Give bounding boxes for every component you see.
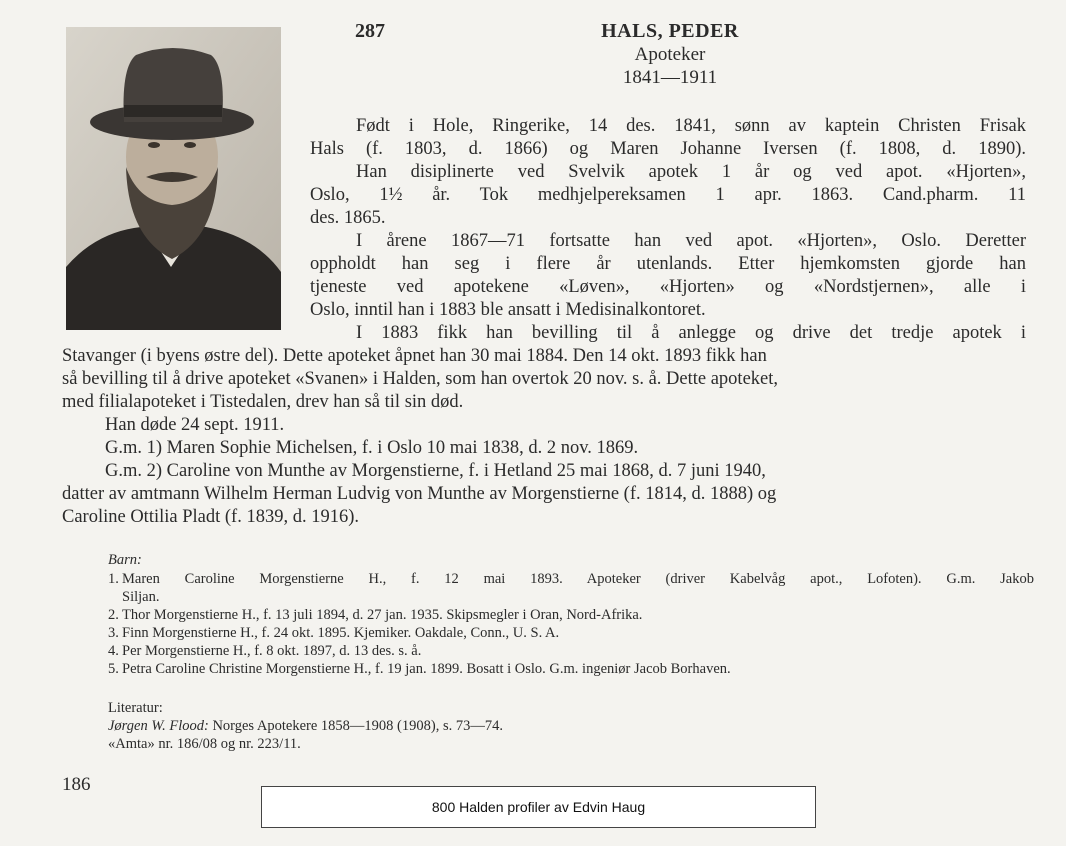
caption-box bbox=[261, 786, 816, 828]
list-item bbox=[108, 624, 1034, 642]
bio-line: Caroline Ottilia Pladt (f. 1839, d. 1916). bbox=[62, 507, 359, 527]
bio-line: I årene 1867—71 fortsatte han ved apot. «Hjorten», Oslo. Deretter bbox=[356, 231, 1026, 251]
bio-line: Stavanger (i byens østre del). Dette apoteket åpnet han 30 mai 1884. Den 14 okt. 1893 fikk han bbox=[62, 346, 767, 366]
portrait-photo bbox=[66, 27, 281, 330]
bio-line: I 1883 fikk han bevilling til å anlegge og drive det tredje apotek i bbox=[356, 323, 1026, 343]
item-number: 1. bbox=[108, 571, 119, 587]
caption-text: 800 Halden profiler av Edvin Haug bbox=[431, 799, 646, 815]
item-number: 4. bbox=[108, 643, 119, 659]
bio-line: Hals (f. 1803, d. 1866) og Maren Johanne Iversen (f. 1808, d. 1890). bbox=[310, 139, 1026, 159]
list-item bbox=[108, 642, 1034, 660]
person-name: HALS, PEDER bbox=[601, 20, 739, 42]
person-title: Apoteker bbox=[634, 44, 706, 65]
bio-line: tjeneste ved apotekene «Løven», «Hjorten» og «Nordstjernen», alle i bbox=[310, 277, 1026, 297]
literatur-work: Norges Apotekere 1858—1908 (1908), s. 73—74. bbox=[208, 718, 503, 734]
bio-line: G.m. 2) Caroline von Munthe av Morgenstierne, f. i Hetland 25 mai 1868, d. 7 juni 1940, bbox=[105, 461, 766, 481]
barn-list bbox=[108, 570, 1034, 678]
bio-line: Født i Hole, Ringerike, 14 des. 1841, sønn av kaptein Christen Frisak bbox=[356, 116, 1026, 136]
item-number: 2. bbox=[108, 607, 119, 623]
literatur-amta: «Amta» nr. 186/08 og nr. 223/11. bbox=[108, 736, 301, 752]
literatur-author: Jørgen W. Flood: bbox=[108, 718, 209, 734]
item-text: Siljan. bbox=[122, 589, 160, 605]
bio-line: Han disiplinerte ved Svelvik apotek 1 år og ved apot. «Hjorten», bbox=[356, 162, 1026, 182]
item-number: 5. bbox=[108, 661, 119, 677]
list-item bbox=[108, 660, 1034, 678]
page-number: 186 bbox=[62, 774, 91, 795]
item-text: Maren Caroline Morgenstierne H., f. 12 mai 1893. Apoteker (driver Kabelvåg apot., Lofoten). G.m. Jakob bbox=[122, 571, 1034, 587]
item-text: Petra Caroline Christine Morgenstierne H., f. 19 jan. 1899. Bosatt i Oslo. G.m. ingeniør Jacob Borhaven. bbox=[122, 661, 731, 677]
item-text: Per Morgenstierne H., f. 8 okt. 1897, d. 13 des. s. å. bbox=[122, 643, 422, 659]
person-years: 1841—1911 bbox=[622, 67, 718, 88]
list-item bbox=[108, 606, 1034, 624]
literatur-entry bbox=[108, 717, 503, 735]
entry-number: 287 bbox=[355, 20, 385, 42]
item-text: Finn Morgenstierne H., f. 24 okt. 1895. Kjemiker. Oakdale, Conn., U. S. A. bbox=[122, 625, 560, 641]
bio-line: G.m. 1) Maren Sophie Michelsen, f. i Oslo 10 mai 1838, d. 2 nov. 1869. bbox=[105, 438, 639, 458]
literatur-heading: Literatur: bbox=[108, 700, 163, 716]
item-number: 3. bbox=[108, 625, 119, 641]
barn-heading: Barn: bbox=[108, 552, 142, 568]
bio-line: så bevilling til å drive apoteket «Svanen» i Halden, som han overtok 20 nov. s. å. Dette apoteket, bbox=[62, 369, 779, 389]
bio-line: Oslo, inntil han i 1883 ble ansatt i Medisinalkontoret. bbox=[310, 300, 706, 320]
item-text: Thor Morgenstierne H., f. 13 juli 1894, d. 27 jan. 1935. Skipsmegler i Oran, Nord-Afrika. bbox=[122, 607, 643, 623]
bio-line: datter av amtmann Wilhelm Herman Ludvig von Munthe av Morgenstierne (f. 1814, d. 1888) og bbox=[62, 484, 777, 504]
bio-line: oppholdt han seg i flere år utenlands. Etter hjemkomsten gjorde han bbox=[310, 254, 1026, 274]
bio-line: Oslo, 1½ år. Tok medhjelpereksamen 1 apr. 1863. Cand.pharm. 11 bbox=[310, 185, 1026, 205]
bio-line: Han døde 24 sept. 1911. bbox=[105, 415, 285, 435]
list-item bbox=[108, 570, 1034, 606]
bio-line: med filialapoteket i Tistedalen, drev han så til sin død. bbox=[62, 392, 464, 412]
bio-line: des. 1865. bbox=[310, 208, 386, 228]
